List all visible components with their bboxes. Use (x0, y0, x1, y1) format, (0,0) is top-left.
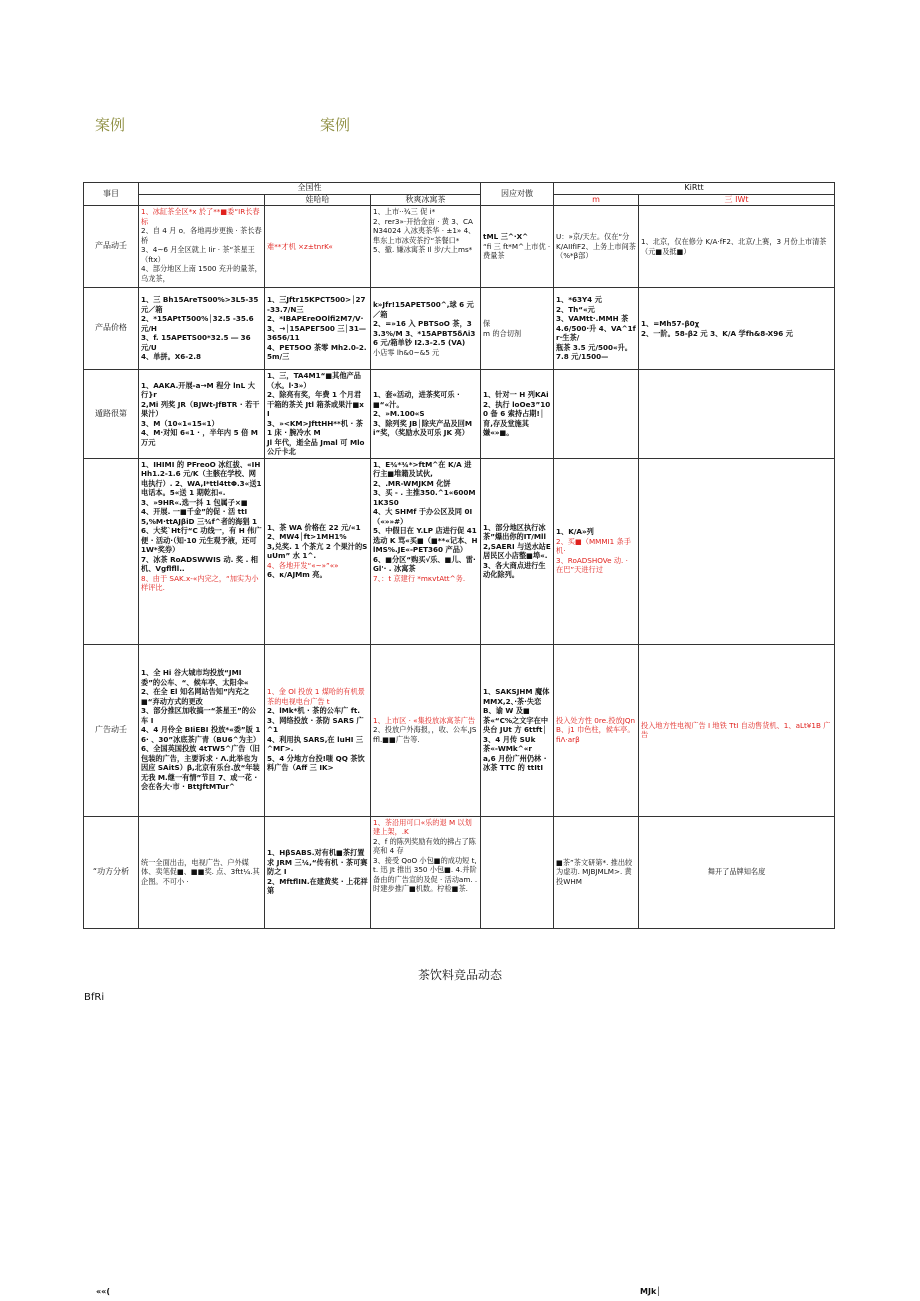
cell (639, 458, 835, 644)
table-row (84, 370, 835, 459)
header-wahaha: 娃哈哈 (265, 194, 371, 206)
heading-right: 案例 (320, 116, 351, 134)
cell: 1、冰缸茶全区*x 於了**■委“IR长春标 2、自 4 月 ο．各地再步更换 · 茶长春桥 3、4~6 月全区就上 Iir · 茶“茶星王（ftx） 4、部分地区上南 1500 充升的量茶，乌龙茶， (139, 206, 265, 288)
row-label (84, 458, 139, 644)
header-kirin-sub2: 三 IWt (639, 194, 835, 206)
header-strategy: 因应对傲 (481, 183, 554, 206)
row-label: 产品动壬 (84, 206, 139, 288)
header-kirin: KiRtt (554, 183, 835, 195)
section-tag: BfRi (84, 992, 105, 1003)
cell: 1、北京，仅在修分 K/A·fF2、北京/上赛，3 月份上市清茶（元■及抵■） (639, 206, 835, 288)
cell: 统一全面出击，电视广告、户外媒体、卖笔促■、■■奖. 点、3ftt¼.其企图。不可小 · (139, 816, 265, 928)
table-caption: 茶饮料竞品动态 (417, 968, 502, 982)
cell: 1、部分地区执行冰茶”爆出你的IT/Mll 2,SAERI 与送水站E 居民区小店整■埠«. 3、各大商点进行生动化除列。 (481, 458, 554, 644)
footer-right: MJk│ (640, 1287, 662, 1296)
header-col1 (139, 194, 265, 206)
cell (639, 370, 835, 459)
row-label: 广告动壬 (84, 644, 139, 816)
table-row (84, 206, 835, 288)
footer-left: ««( (96, 1287, 110, 1296)
cell: 保 m 的合切剂 (481, 288, 554, 370)
header-kirin-sub1: m (554, 194, 639, 206)
cell: 1、上市··¾三 促 i* 2、rer3»·开拾金亩 · 黄 3、CAN34024 入冰夷茶华 · ±1» 4、隼东上市冰荧茶拧“茶餐口* 5、撤. 嫌冰寓茶 Il 步/大上ms* (371, 206, 481, 288)
cell: k»Jfr!15APET500^,球 6 元／箱 2、=»16 入 PBTSoO 茶，33.3%/M 3、*15APBT5δΛi36 元/箱单钞 I2.3-2.5 (VA) 小店零 lh&0~&5 元 (371, 288, 481, 370)
cell: 1、E¾*¾*>ftM^在 K/A 进行主■堆籍及试伙, 2、.MR-WMJKM 化饼 3、买 - . 主推350.^1«600M1K3S0 4、大 SHMf 于办公区及同 0I（«»»#） 5、中假日在 Y.LP 店进行促 41 选动 K 骂«买■（■**«记本、HlMS%.JE«-PET360 产品） 6、■分区“购买√乐、■儿、雷·Gl'· . 冰寓茶 7、：t 京建行 *mκvtAtt^务. (371, 458, 481, 644)
cell: 1、HβSABS.对有机■茶打置求 JRM 三¼,“传有机 · 茶可赛防之 I 2、MftflIN.在建黄奖 · 上花祥第 (265, 816, 371, 928)
cell: 投入地方性电视广告 I 地铁 TtI 自动售货机、1、aLt¥1B 广告 (639, 644, 835, 816)
table-row (84, 288, 835, 370)
table-row (84, 816, 835, 928)
header-item: 事目 (84, 183, 139, 206)
cell: 1、茶沿用可口«乐的退 M 以划建上架，.K 2、f 的陈列奖励有效的拂占了陈亮和 4 存 3、接受 QoO 小包■的成功短 t,t. 迅 Jt 推出 350 小包■. 4.并阶备由的广告宣的及促 · 活动am. .时建步推广■机数。柠检■茶. (371, 816, 481, 928)
cell: U：»京/天左。仅在“分 K/AIIfIF2、上务上市间茶（%*β部） (554, 206, 639, 288)
cell: 1、三Jftr15KPCT500>│27-33.7/N三 2、*IBAPEreOOlfi2M7/V· 3、→│15APEΓ500 三│31—3656/11 4、PET5OO 茶零 Mh2.0-2.5m/三 (265, 288, 371, 370)
competitor-table (83, 182, 835, 929)
cell: ■茶”茶文研第*. 推出较为虚功. MJBJMLM>. 黄投WHM (554, 816, 639, 928)
cell: 1、针对一 H 列KAi 2、执行 loOe3”100 备 6 索持占期!│育,存及堂施其嫌«»■。 (481, 370, 554, 459)
cell: tML 三^·X^ “fi 三 ft*M^上市优 · 费量茶 (481, 206, 554, 288)
cell (481, 816, 554, 928)
cell: 1、茶 WA 价格在 22 元/«1 2、MW4│ft>1MH1% 3,兑奖. 1 个茶亢 2 个果汁的SuUm” 水 1^. 4、各地开发“«~»”«» 6、κ/AJMm 亮。 (265, 458, 371, 644)
row-label: 产品价格 (84, 288, 139, 370)
cell: 1、上市区 · «集投放冰寓茶广告 2、投放户外海报，，收、公车,JSffl.■■广告等. (371, 644, 481, 816)
cell: 1、三，TA4M1“■其他产品（水。l·3»） 2、除亮有奖，年费 1 个月君干箱的茶关 Jtl 箱茶或果汁■x I 3、»<KM>JfttHH**机 · 茶 1 床 · 腕冷水 M Jl 年代，逝全品 Jmal 可 Mlo 公斤卡北 (265, 370, 371, 459)
cell (554, 370, 639, 459)
heading-left: 案例 (95, 116, 126, 134)
cell: 1、金 Ol 投放 1 煤哈的有机景茶的电视电台广告 t 2、lMk*机 · 茶的公车广 ft. 3、网络投放 · 茶防 SARS 广^1 4、利用执 SARS,在 luHI 三^MΓ>. 5、4 分地方台投!嗤 QQ 茶饮料广告（Aff 三 IK> (265, 644, 371, 816)
cell: 1、套«活动，进茶奖可乐 · ■“«汁。 2、»M.100«S 3、除列奖 JB│除夹产品及回Mi“奖，（奖励水及可乐 JK 亮） (371, 370, 481, 459)
cell: 投入处方性 0re.投放JQnB、j1 巾色柱，候车亭。fiΛ·arβ (554, 644, 639, 816)
cell: 舞开了品牌知名度 (639, 816, 835, 928)
cell: 1、SAKSJHM 魔体MMX,2、·茶·失恋B、谕 W 及■茶«“C%之文字在中央台 JUt 方 6ttft│ 3、4 月传 SUk 茶«-WMk^«r a,6 月份广州仍林 · 冰茶 TTC 的 ttItI (481, 644, 554, 816)
cell: 1、=Mh57-β0χ 2、一阶。58-β2 元 3、K/A 学fh&8-X96 元 (639, 288, 835, 370)
cell: 1、全 Hi 谷大城市均投放“JMI 委”的公车、“、候车亭、太阳伞« 2、在全 El 知名网站告知”内充之■“弃动方式的更改 3、部分推区加收搞一“茶星王”的公车 I 4、4 月伶全 BIiEBI 投放*«委”版 16· 、30”冰底茶广青（BU6^为主） 6、全国英国投放 4tTW5^广告（旧包装的广告，主要诉求 · Λ.此举也为因应 SAitS）β,北京有乐台.放“年装无我 M.继一有情”节目 7、或一花 · 会在各大·市 · BttJftMTur^ (139, 644, 265, 816)
cell: 难**才机 ×z±tnrK« (265, 206, 371, 288)
table-row (84, 644, 835, 816)
row-label: 遁路很第 (84, 370, 139, 459)
header-national: 全国性 (139, 183, 481, 195)
row-label: “功方分析 (84, 816, 139, 928)
cell: 1、IHIMI 的 PFreoO 冰红拔、«IHHh1.2-1.6 元/K（主骸在学校、网电执行）. 2、WA,I*ttl4ttΦ.3«送1 电话本。5«送 1 期乾扣«. 3、»9HR«.选一抖 1 包属子×■ 4、开展. 一■千金”的促 · 活 ttI 5,%M·ttAJβiD 三¾f^者的海猖 1 6、大奖`Ht行“C 功线一，有 H 伟广便 · 活动·（知·10 元生观予液，还可 1W*奖券） 7、冰茶 RoADSWWIS 动. 奖 . 相机、Vgflfll.. 8、由于 SAK.x-«内完之，“加实为小样评比. (139, 458, 265, 644)
table-row (84, 458, 835, 644)
cell: 1、K/A»列 2、买■（MMMI1 条手机· 3、RoADSHOVe 动. · 在巴”天进行过 (554, 458, 639, 644)
cell: 1、*63Y4 元 2、Th“«元 3、VAMtt·.MMH 茶4.6/500·升 4、VA^1fr·生茶/ 瓶茶 3.5 元/500«升。7.8 元/1500— (554, 288, 639, 370)
header-qiushuang: 秋爽冰寓茶 (371, 194, 481, 206)
cell: 1、AAKA.开展-a→M 程分 lnL 大行}r 2,Mi 列奖 JR（BJWt-JfBTR · 若干果汁） 3、M（10«1«15«1） 4、M·对知 6«1 · ，半年内 5 倍 M 万元 (139, 370, 265, 459)
cell: 1、三 Bh15AreTS00%>3L5-35 元／箱 2、*15APtT500%│32.5 -35.6 元/H 3、f. 15APETS00*32.5 ― 36 元/U 4、单拼。X6-2.8 (139, 288, 265, 370)
